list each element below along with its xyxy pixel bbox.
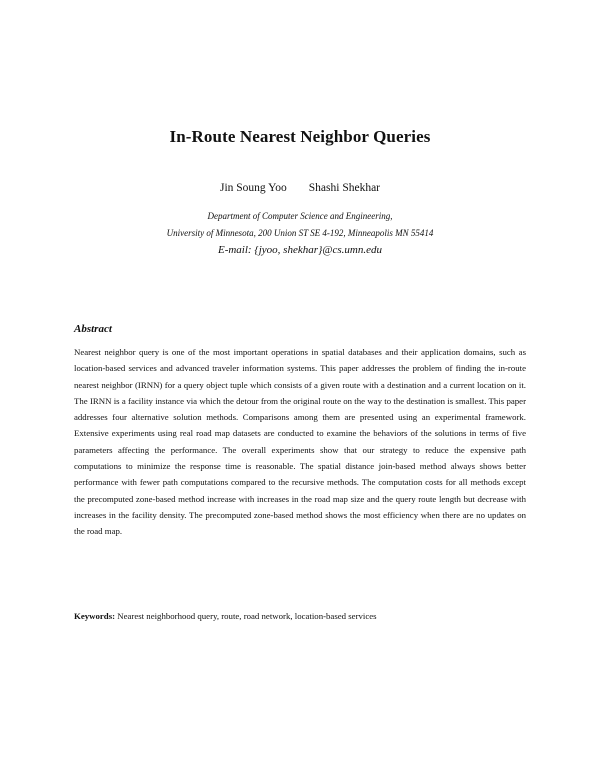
abstract-heading: Abstract: [74, 323, 112, 335]
author-list: [0, 182, 600, 194]
affiliation-address: University of Minnesota, 200 Union ST SE 4-192, Minneapolis MN 55414: [166, 228, 434, 238]
keywords-line: [74, 611, 526, 621]
author-email: E-mail: {jyoo, shekhar}@cs.umn.edu: [217, 244, 383, 256]
author-name: Jin Soung Yoo: [219, 182, 287, 194]
affiliation-department: Department of Computer Science and Engineering,: [207, 211, 393, 221]
keywords-text: Nearest neighborhood query, route, road network, location-based services: [117, 611, 377, 621]
abstract-body: Nearest neighbor query is one of the most important operations in spatial databases and their application domains, such as location-based services and advanced traveler information systems. This paper addresses the problem of finding the in-route nearest neighbor (IRNN) for a query object tuple which consists of a given route with a destination and a current location on it. The IRNN is a facility instance via which the detour from the original route on the way to the destination is smallest. This paper addresses four alternative solution methods. Comparisons among them are presented using an experimental framework. Extensive experiments using real road map datasets are conducted to examine the behaviors of the solutions in terms of five parameters affecting the performance. The overall experiments show that our strategy to reduce the expensive path computations to minimize the response time is reasonable. The spatial distance join-based method always shows better performance with fewer path computations compared to the recursive methods. The computation costs for all methods except the precomputed zone-based method increase with increases in the road map size and the query route length but decrease with increases in the facility density. The precomputed zone-based method shows the most efficiency when there are no updates on the road map.: [74, 347, 526, 537]
paper-title: In-Route Nearest Neighbor Queries: [169, 127, 431, 146]
author-name: Shashi Shekhar: [308, 182, 381, 194]
keywords-label: Keywords:: [74, 611, 116, 621]
